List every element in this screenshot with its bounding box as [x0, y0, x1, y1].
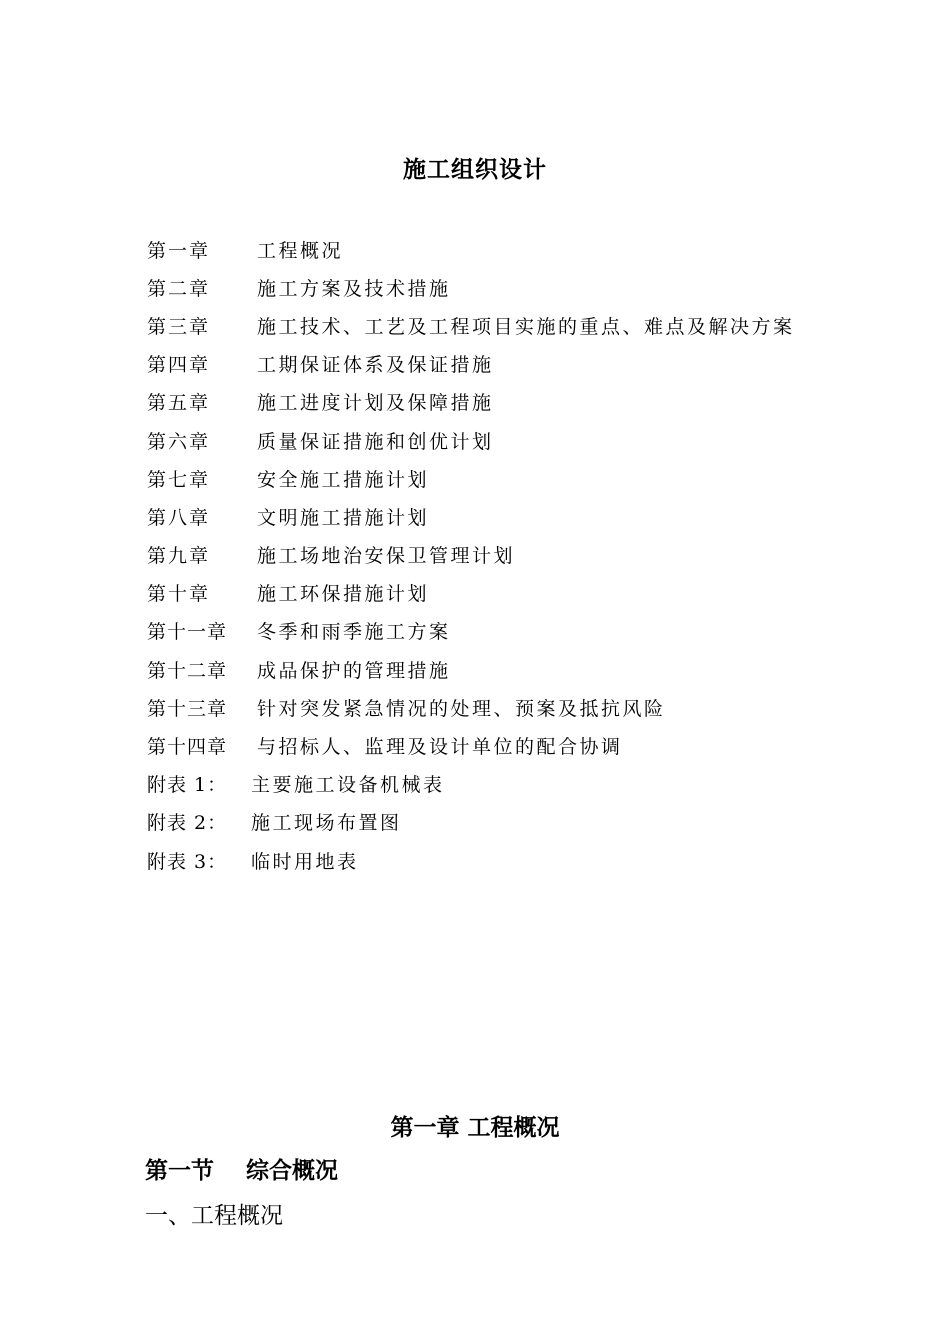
- toc-chapter-number: 第八章: [147, 506, 211, 529]
- toc-chapter-number: 第十章: [147, 583, 211, 606]
- toc-item: [147, 268, 867, 306]
- toc-chapter-number: 第十一章: [147, 621, 228, 644]
- toc-chapter-title: 施工进度计划及保障措施: [257, 392, 494, 415]
- toc-item: [147, 574, 867, 612]
- toc-chapter-title: 安全施工措施计划: [257, 468, 430, 491]
- toc-item: [147, 650, 867, 688]
- toc-item: [147, 497, 867, 535]
- toc-item: [147, 536, 867, 574]
- toc-chapter-number: 第一章: [147, 239, 211, 262]
- toc-appendix-title: 施工现场布置图: [251, 812, 402, 835]
- toc-item: [147, 803, 867, 841]
- toc-chapter-number: 第十二章: [147, 659, 228, 682]
- toc-chapter-title: 成品保护的管理措施: [257, 659, 451, 682]
- toc-chapter-number: 第十四章: [147, 736, 228, 759]
- toc-chapter-number: 第四章: [147, 354, 211, 377]
- toc-item: [147, 765, 867, 803]
- toc-item: [147, 612, 867, 650]
- toc-appendix-number: 附表 1：: [147, 774, 228, 797]
- toc-item: [147, 421, 867, 459]
- toc-item: [147, 688, 867, 726]
- toc-chapter-number: 第九章: [147, 545, 211, 568]
- toc-appendix-title: 临时用地表: [251, 850, 359, 873]
- toc-chapter-title: 工程概况: [257, 239, 344, 262]
- toc-chapter-number: 第二章: [147, 277, 211, 300]
- toc-chapter-title: 工期保证体系及保证措施: [257, 354, 494, 377]
- toc-chapter-number: 第七章: [147, 468, 211, 491]
- toc-chapter-title: 文明施工措施计划: [257, 506, 430, 529]
- toc-appendix-title: 主要施工设备机械表: [251, 774, 445, 797]
- toc-item: [147, 345, 867, 383]
- toc-chapter-title: 与招标人、监理及设计单位的配合协调: [257, 736, 623, 759]
- toc-item: [147, 230, 867, 268]
- toc-item: [147, 841, 867, 879]
- toc-appendix-number: 附表 3：: [147, 850, 228, 873]
- document-title: 施工组织设计: [403, 157, 547, 183]
- chapter-heading: 第一章 工程概况: [390, 1115, 560, 1141]
- toc-item: [147, 726, 867, 764]
- toc-chapter-number: 第六章: [147, 430, 211, 453]
- toc-chapter-title: 施工方案及技术措施: [257, 277, 451, 300]
- toc-item: [147, 383, 867, 421]
- toc-chapter-title: 冬季和雨季施工方案: [257, 621, 451, 644]
- toc-chapter-title: 施工场地治安保卫管理计划: [257, 545, 516, 568]
- toc-chapter-number: 第三章: [147, 315, 211, 338]
- toc-item: [147, 306, 867, 344]
- toc-appendix-number: 附表 2：: [147, 812, 228, 835]
- toc-chapter-number: 第五章: [147, 392, 211, 415]
- toc-chapter-title: 施工技术、工艺及工程项目实施的重点、难点及解决方案: [257, 315, 795, 338]
- toc-chapter-title: 质量保证措施和创优计划: [257, 430, 494, 453]
- toc-chapter-title: 施工环保措施计划: [257, 583, 430, 606]
- sub-heading: 一、工程概况: [145, 1203, 283, 1229]
- table-of-contents: [147, 230, 867, 879]
- section-heading: 第一节 综合概况: [145, 1158, 339, 1184]
- toc-item: [147, 459, 867, 497]
- toc-chapter-number: 第十三章: [147, 697, 228, 720]
- toc-chapter-title: 针对突发紧急情况的处理、预案及抵抗风险: [257, 697, 666, 720]
